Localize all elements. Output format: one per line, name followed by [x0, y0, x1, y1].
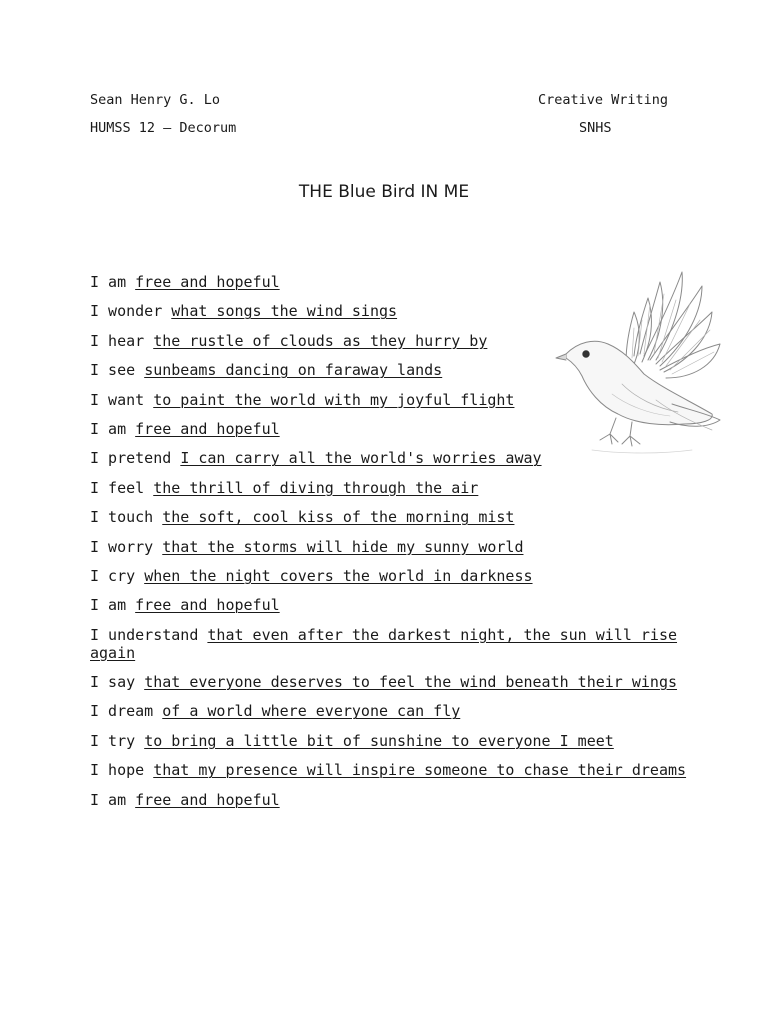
line-fill: that the storms will hide my sunny world — [162, 537, 524, 556]
line-fill: that everyone deserves to feel the wind beneath their wings — [144, 673, 678, 692]
line-prompt: I say — [90, 673, 136, 692]
line-prompt: I am — [90, 596, 127, 615]
line-prompt: I feel — [90, 478, 145, 497]
poem-line — [90, 673, 690, 691]
line-fill: free and hopeful — [135, 273, 280, 291]
line-prompt: I try — [90, 731, 136, 750]
poem-line — [90, 567, 690, 585]
class-section: HUMSS 12 – Decorum — [90, 120, 237, 136]
line-prompt: I touch — [90, 508, 154, 527]
line-prompt: I cry — [90, 566, 136, 585]
line-fill: the thrill of diving through the air — [153, 478, 479, 497]
bird-sketch-icon — [552, 264, 728, 460]
poem-line — [90, 732, 690, 750]
line-prompt: I understand — [90, 625, 199, 644]
line-fill: the rustle of clouds as they hurry by — [153, 331, 488, 350]
author-name: Sean Henry G. Lo — [90, 92, 221, 108]
poem-line — [90, 702, 690, 720]
line-fill: to bring a little bit of sunshine to everyone I meet — [144, 731, 614, 750]
line-prompt: I am — [90, 419, 127, 438]
line-prompt: I worry — [90, 537, 154, 556]
poem-line — [90, 791, 690, 809]
line-fill: sunbeams dancing on faraway lands — [144, 361, 443, 380]
line-fill: of a world where everyone can fly — [162, 702, 461, 721]
poem-line — [90, 508, 690, 526]
line-prompt: I dream — [90, 702, 154, 721]
poem-line — [90, 761, 690, 779]
line-fill: free and hopeful — [135, 596, 280, 615]
subject-name: Creative Writing — [538, 92, 669, 108]
line-fill: to paint the world with my joyful flight — [153, 390, 515, 409]
line-prompt: I am — [90, 273, 127, 291]
line-prompt: I hope — [90, 761, 145, 780]
line-prompt: I wonder — [90, 302, 163, 321]
line-prompt: I pretend — [90, 449, 172, 468]
poem-line — [90, 538, 690, 556]
line-fill: that my presence will inspire someone to chase their dreams — [153, 761, 687, 780]
line-fill: free and hopeful — [135, 790, 280, 809]
line-fill: when the night covers the world in darkness — [144, 566, 533, 585]
line-fill: I can carry all the world's worries away — [180, 449, 542, 468]
line-fill: free and hopeful — [135, 419, 280, 438]
poem-line — [90, 626, 690, 662]
line-prompt: I am — [90, 790, 127, 809]
line-prompt: I want — [90, 390, 145, 409]
school-name: SNHS — [579, 120, 612, 136]
poem-title: THE Blue Bird IN ME — [298, 182, 470, 202]
line-fill: that even after the darkest night, the sun will rise again — [90, 625, 678, 662]
line-prompt: I see — [90, 361, 136, 380]
line-fill: the soft, cool kiss of the morning mist — [162, 508, 515, 527]
poem-line — [90, 479, 690, 497]
poem-line — [90, 596, 690, 614]
line-prompt: I hear — [90, 331, 145, 350]
line-fill: what songs the wind sings — [171, 302, 398, 321]
